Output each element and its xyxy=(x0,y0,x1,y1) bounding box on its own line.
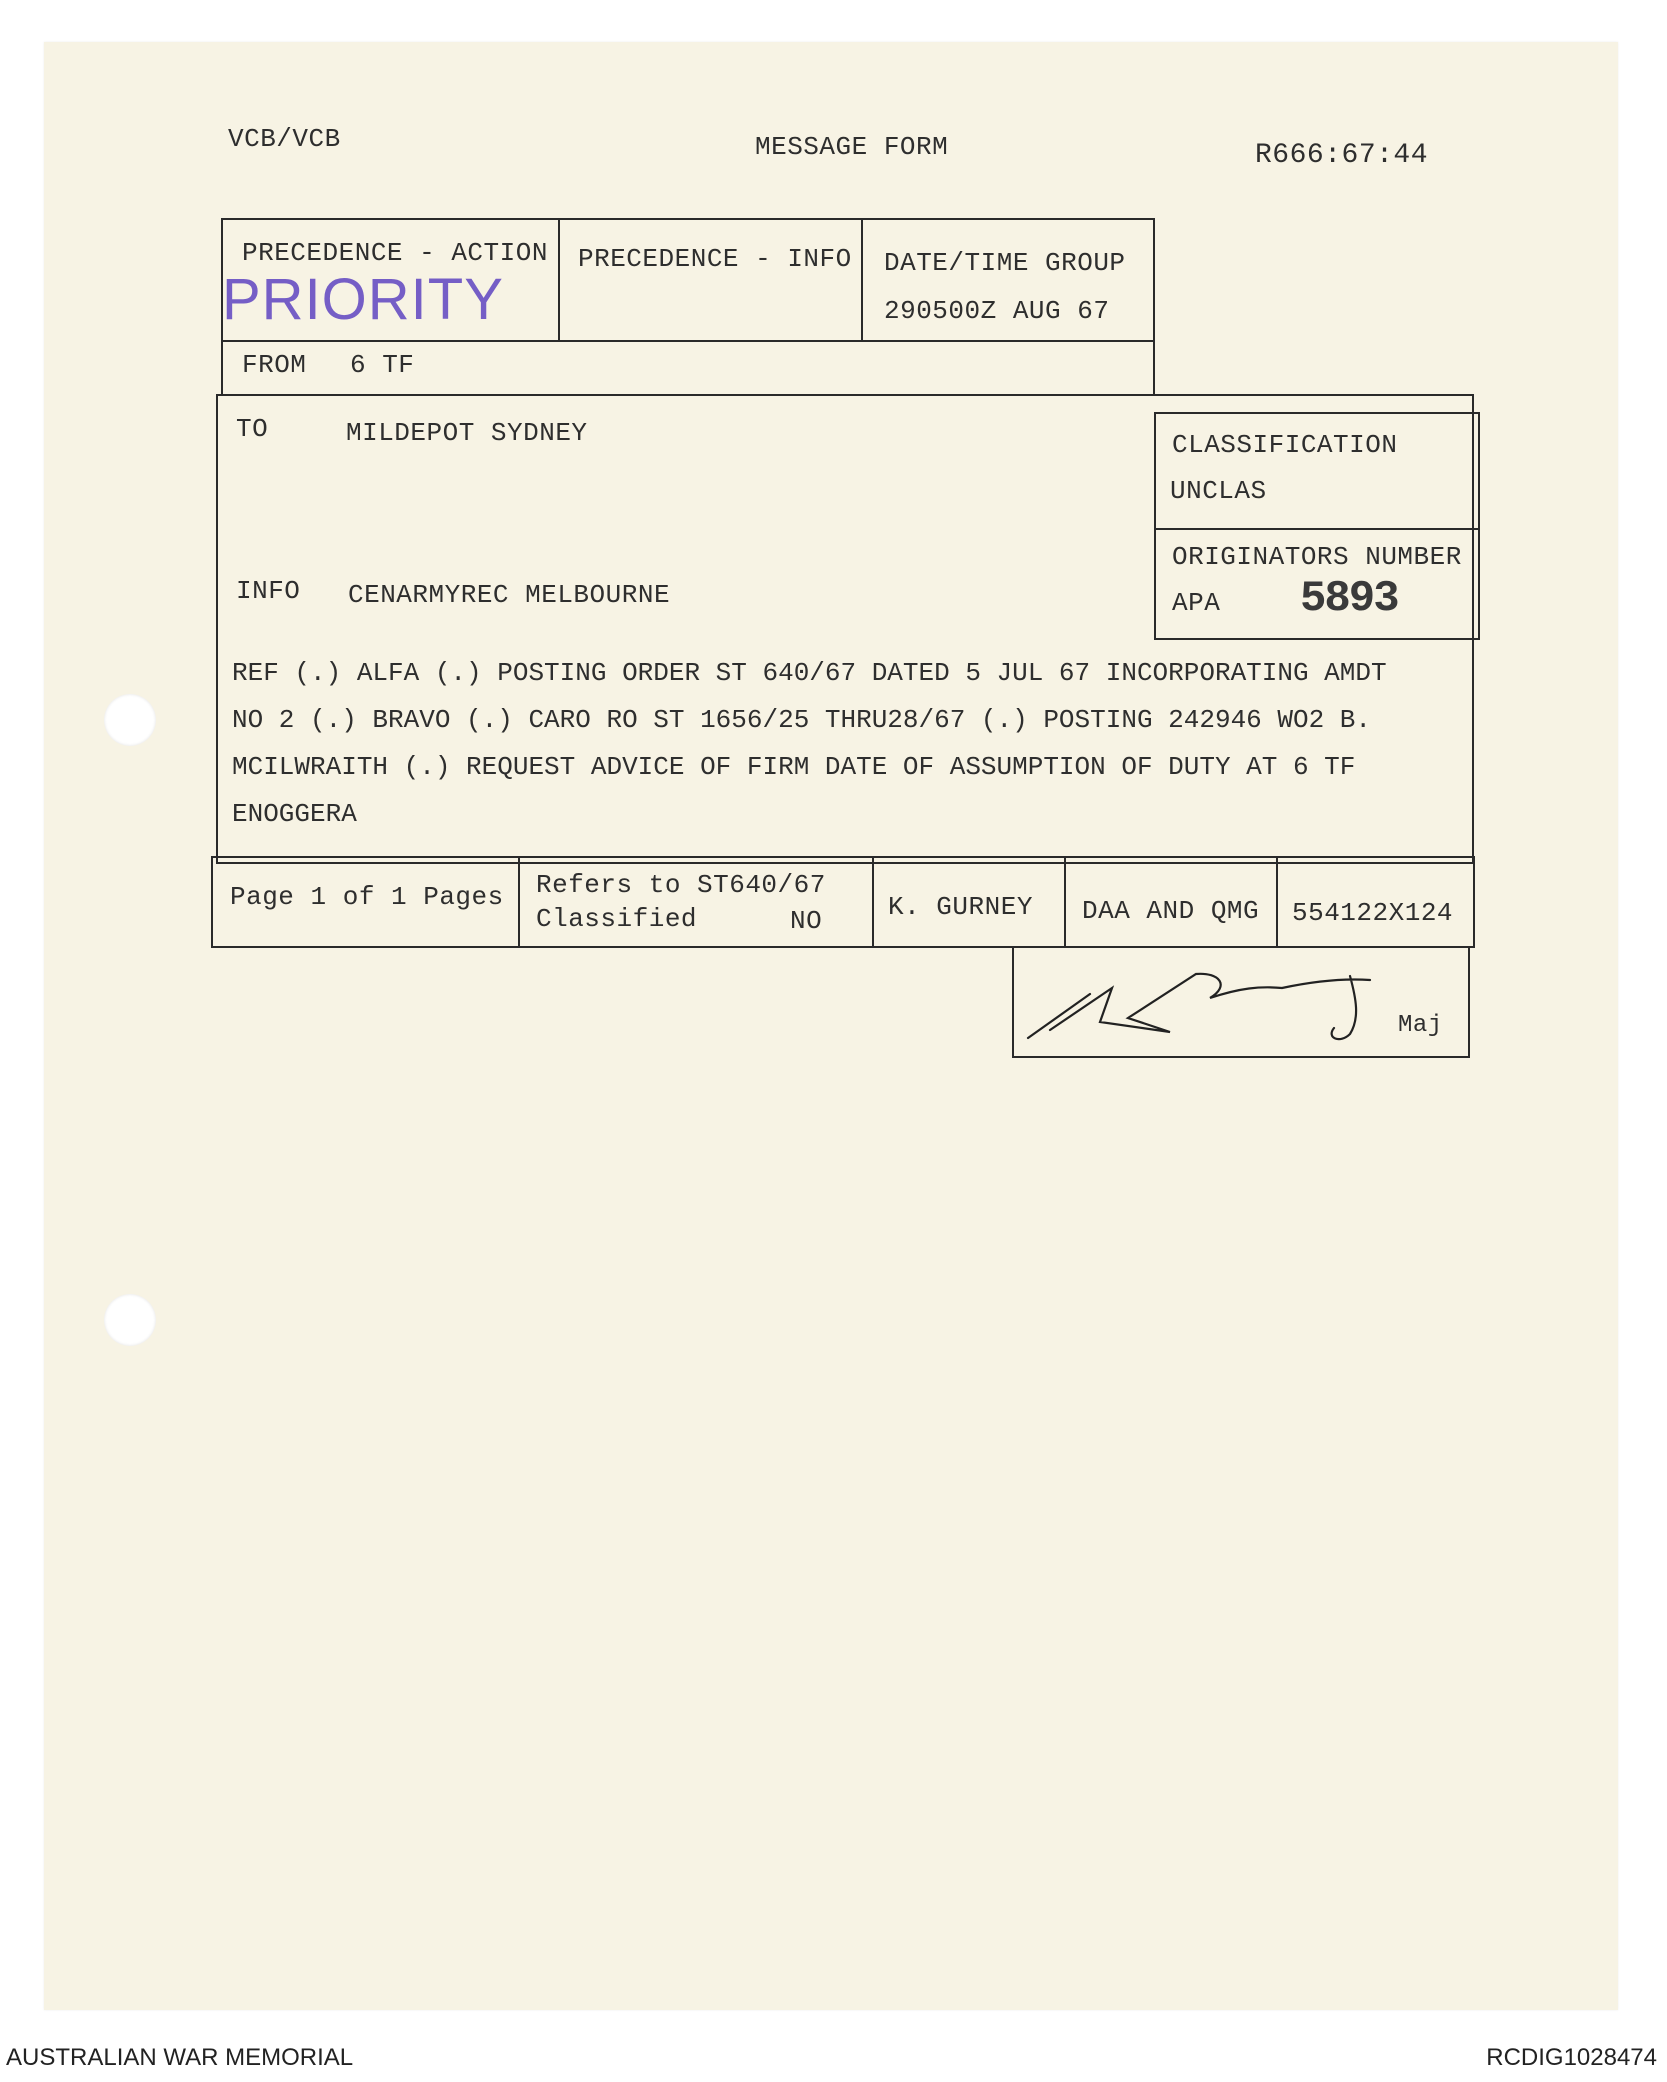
file-reference: VCB/VCB xyxy=(228,124,341,154)
originators-prefix: APA xyxy=(1172,588,1221,618)
divider xyxy=(861,218,863,342)
classification-value: UNCLAS xyxy=(1170,476,1267,506)
info-value: CENARMYREC MELBOURNE xyxy=(348,580,671,610)
divider xyxy=(872,856,874,948)
precedence-action-label: PRECEDENCE - ACTION xyxy=(242,238,548,268)
originators-number: 5893 xyxy=(1300,574,1398,624)
signatory-rank: Maj xyxy=(1398,1012,1443,1039)
priority-stamp: PRIORITY xyxy=(222,267,504,332)
message-line: ENOGGERA xyxy=(232,799,357,829)
dtg-label: DATE/TIME GROUP xyxy=(884,248,1126,278)
info-label: INFO xyxy=(236,576,301,606)
divider xyxy=(518,856,520,948)
archive-name: AUSTRALIAN WAR MEMORIAL xyxy=(6,2044,354,2071)
classification-label: CLASSIFICATION xyxy=(1172,430,1398,460)
originators-label: ORIGINATORS NUMBER xyxy=(1172,542,1462,572)
precedence-info-label: PRECEDENCE - INFO xyxy=(578,244,852,274)
divider xyxy=(1064,856,1066,948)
from-value: 6 TF xyxy=(350,350,415,380)
message-line: NO 2 (.) BRAVO (.) CARO RO ST 1656/25 THRU28/67 (.) POSTING 242946 WO2 B. xyxy=(232,705,1371,735)
form-title: MESSAGE FORM xyxy=(755,132,949,162)
to-value: MILDEPOT SYDNEY xyxy=(346,418,588,448)
from-label: FROM xyxy=(242,350,307,380)
appointment: DAA AND QMG xyxy=(1082,896,1260,926)
punch-hole-lower xyxy=(104,1294,156,1346)
classified-value: NO xyxy=(790,906,823,936)
handwritten-signature xyxy=(1020,958,1400,1058)
dtg-value: 290500Z AUG 67 xyxy=(884,296,1110,326)
punch-hole-upper xyxy=(104,694,156,746)
message-text xyxy=(232,650,1462,838)
phone-number: 554122X124 xyxy=(1292,898,1454,928)
page-count: Page 1 of 1 Pages xyxy=(230,882,504,912)
refers-to: Refers to ST640/67 xyxy=(536,870,826,900)
to-label: TO xyxy=(236,414,269,444)
divider xyxy=(558,218,560,342)
originator-name: K. GURNEY xyxy=(888,892,1033,922)
message-line: REF (.) ALFA (.) POSTING ORDER ST 640/67 DATED 5 JUL 67 INCORPORATING AMDT xyxy=(232,658,1387,688)
message-line: MCILWRAITH (.) REQUEST ADVICE OF FIRM DATE OF ASSUMPTION OF DUTY AT 6 TF xyxy=(232,752,1356,782)
classified-label: Classified xyxy=(536,904,698,934)
record-reference: R666:67:44 xyxy=(1255,140,1429,171)
divider xyxy=(1276,856,1278,948)
archive-id: RCDIG1028474 xyxy=(1486,2044,1657,2071)
